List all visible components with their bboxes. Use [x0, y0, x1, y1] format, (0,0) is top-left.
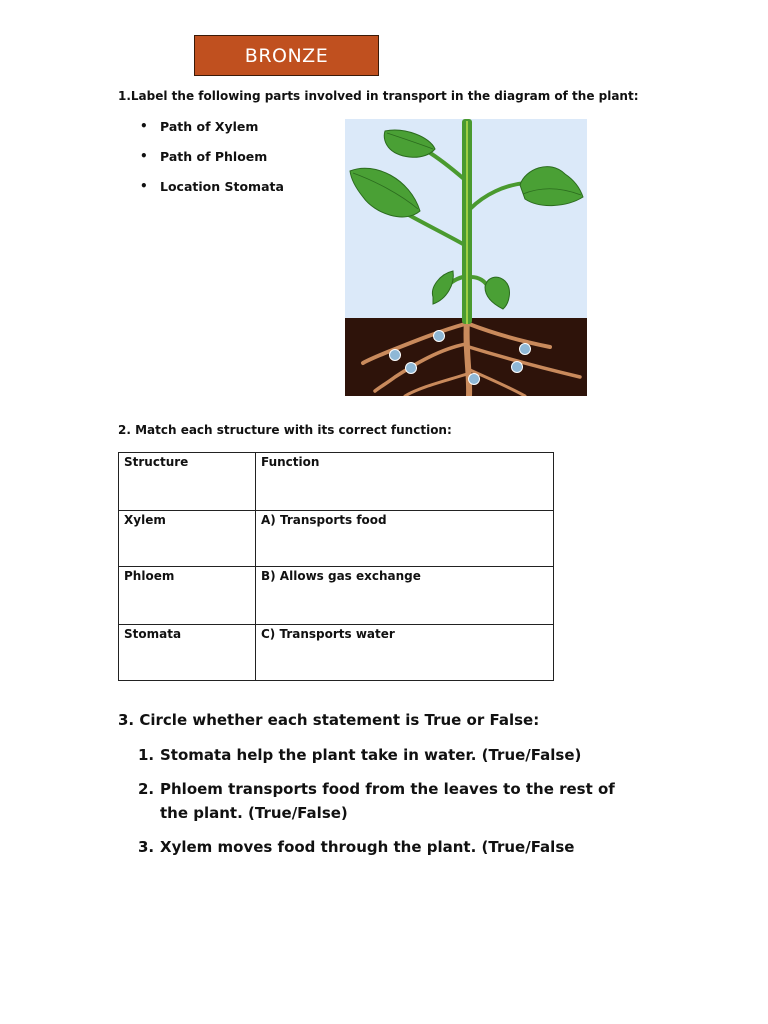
- table-row: [119, 567, 554, 625]
- statement-text: Phloem transports food from the leaves to the rest of the plant. (True/False): [160, 780, 615, 822]
- item-number: 1.: [138, 746, 155, 764]
- structure-cell: Stomata: [119, 625, 256, 681]
- table-row: [119, 511, 554, 567]
- list-item: [140, 119, 284, 149]
- table-row: [119, 625, 554, 681]
- statement-text: Xylem moves food through the plant. (True/False: [160, 838, 575, 856]
- bullet-icon: •: [140, 119, 148, 133]
- list-item: [140, 149, 284, 179]
- list-item: [138, 743, 648, 767]
- matching-table: [118, 452, 554, 681]
- column-header-structure: Structure: [119, 453, 256, 511]
- structure-cell: Phloem: [119, 567, 256, 625]
- list-item: [138, 777, 648, 825]
- list-item: [138, 835, 648, 859]
- label-list: [140, 119, 284, 209]
- table-header-row: [119, 453, 554, 511]
- plant-diagram: [345, 119, 587, 396]
- function-cell: A) Transports food: [256, 511, 554, 567]
- list-item: [140, 179, 284, 209]
- item-number: 3.: [138, 838, 155, 856]
- question-2-prompt: 2. Match each structure with its correct function:: [118, 423, 452, 437]
- function-cell: C) Transports water: [256, 625, 554, 681]
- list-item-label: Location Stomata: [160, 179, 284, 194]
- function-cell: B) Allows gas exchange: [256, 567, 554, 625]
- column-header-function: Function: [256, 453, 554, 511]
- bullet-icon: •: [140, 149, 148, 163]
- statement-text: Stomata help the plant take in water. (True/False): [160, 746, 582, 764]
- question-3-prompt: 3. Circle whether each statement is True or False:: [118, 711, 540, 729]
- list-item-label: Path of Phloem: [160, 149, 268, 164]
- question-1-prompt: 1.Label the following parts involved in transport in the diagram of the plant:: [118, 89, 639, 103]
- item-number: 2.: [138, 780, 155, 798]
- level-banner: BRONZE: [194, 35, 379, 76]
- structure-cell: Xylem: [119, 511, 256, 567]
- list-item-label: Path of Xylem: [160, 119, 259, 134]
- true-false-list: [138, 743, 648, 869]
- bullet-icon: •: [140, 179, 148, 193]
